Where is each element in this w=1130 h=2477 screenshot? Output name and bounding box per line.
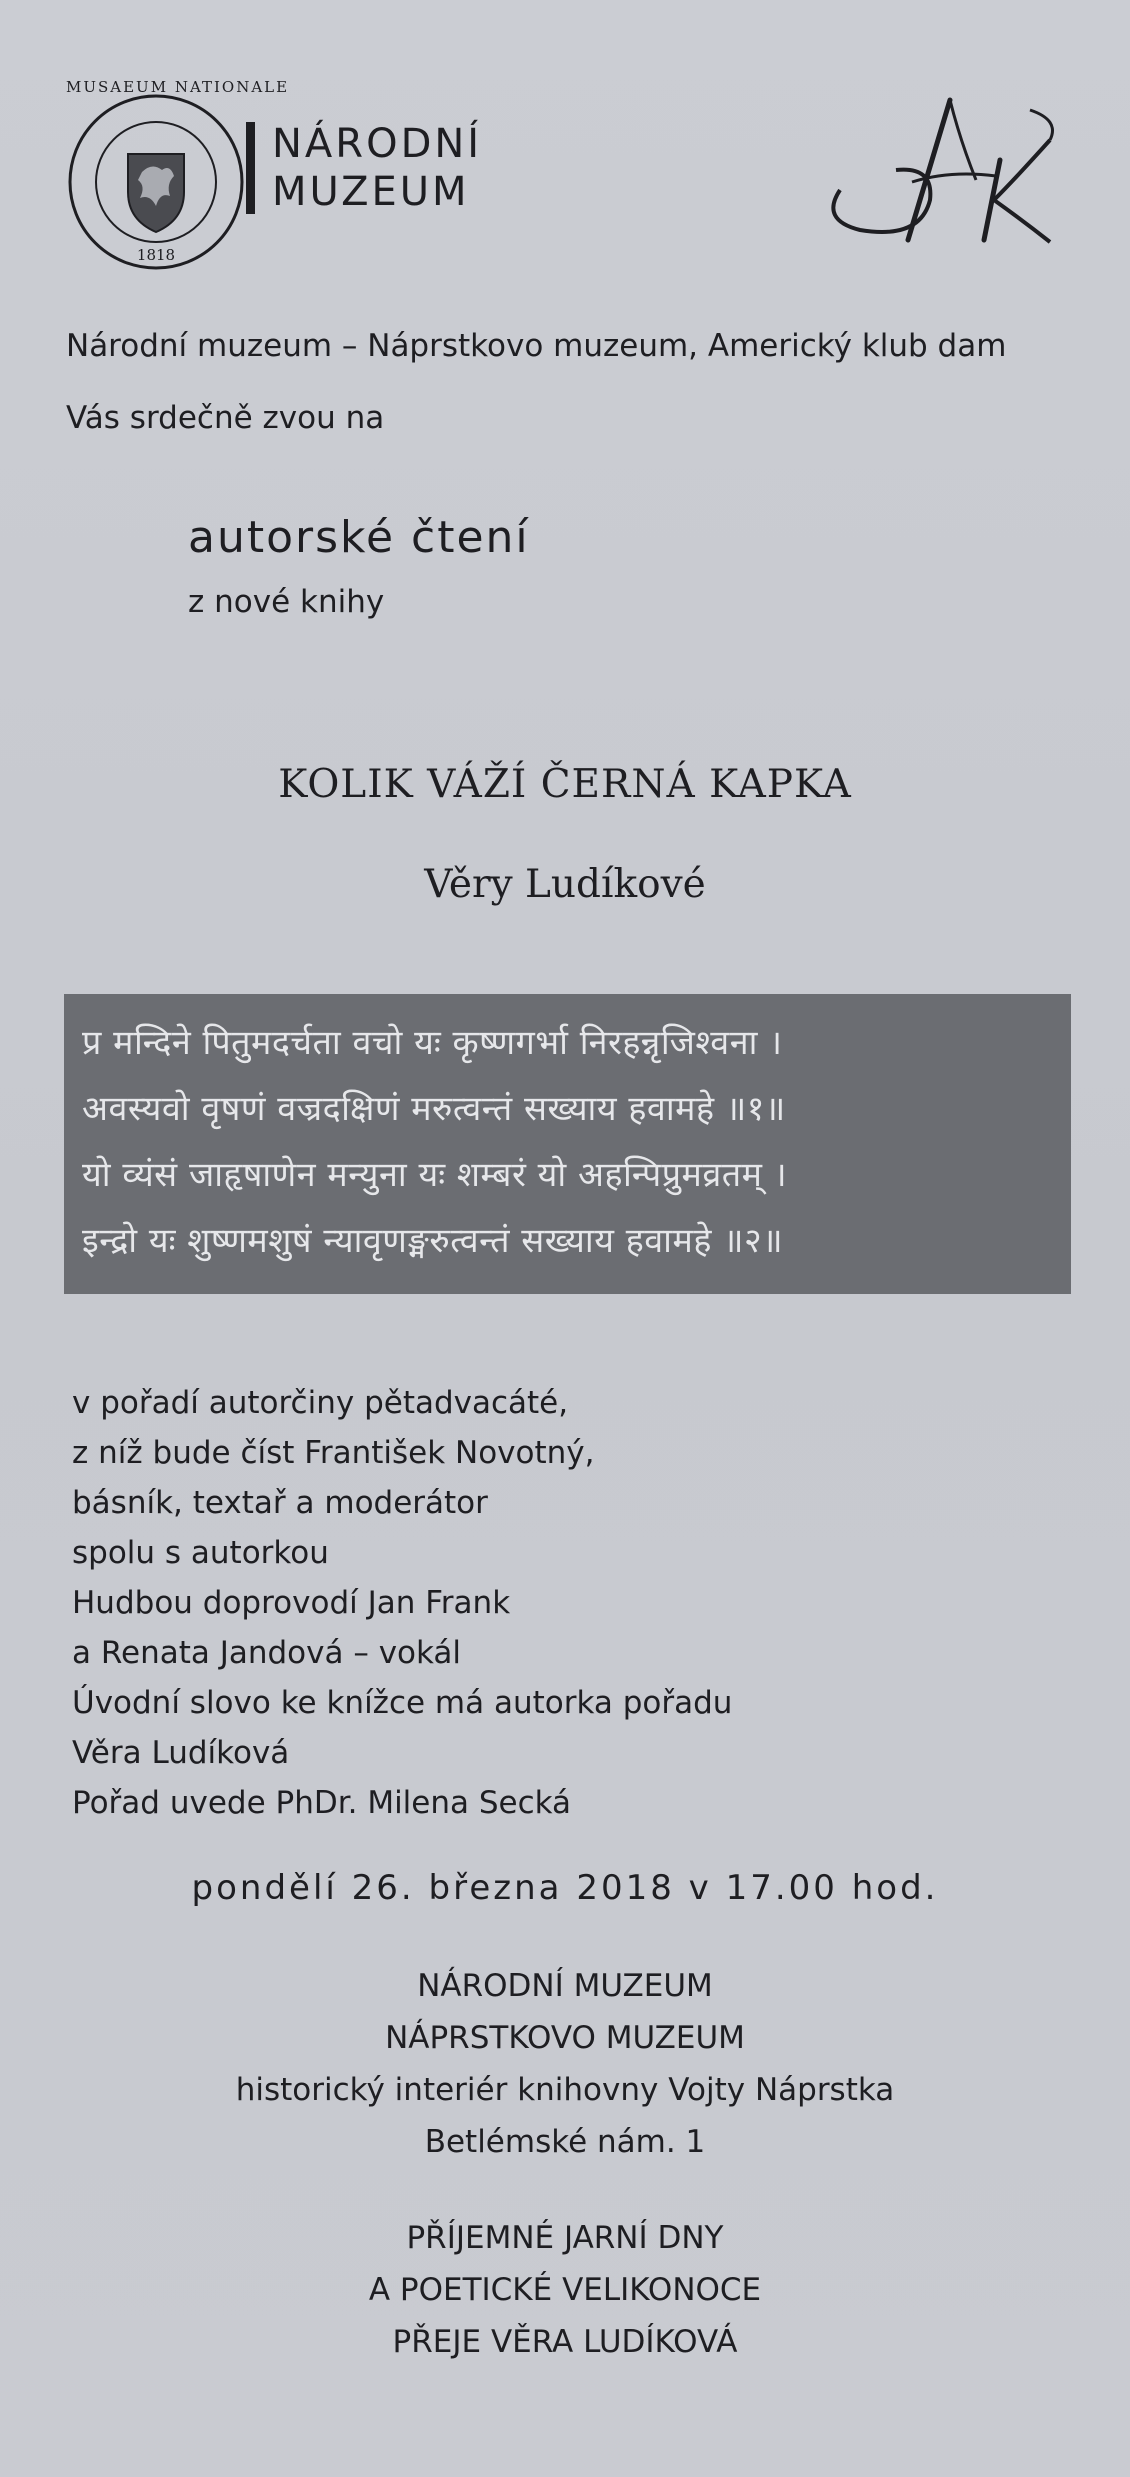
program-line: básník, textař a moderátor (72, 1485, 488, 1521)
ak-monogram-logo (800, 70, 1070, 270)
museum-name (272, 120, 482, 216)
event-subtype: z nové knihy (188, 584, 385, 620)
museum-seal-logo (66, 78, 290, 272)
seal-year: 1818 (136, 246, 176, 264)
museum-logo-bar (246, 122, 255, 214)
book-author: Věry Ludíkové (424, 862, 706, 907)
event-date: pondělí 26. března 2018 v 17.00 hod. (191, 1868, 939, 1908)
venue-line: NÁPRSTKOVO MUZEUM (385, 2020, 745, 2056)
organizers-line: Národní muzeum – Náprstkovo muzeum, Americký klub dam (66, 328, 1007, 364)
event-type: autorské čtení (188, 512, 530, 563)
wishes-line: PŘEJE VĚRA LUDÍKOVÁ (392, 2324, 738, 2360)
seal-text: MUSAEUM NATIONALE (66, 78, 290, 96)
venue-line: Betlémské nám. 1 (424, 2124, 706, 2160)
closing-wishes (0, 2212, 1130, 2368)
program-line: spolu s autorkou (72, 1535, 329, 1571)
wishes-line: PŘÍJEMNÉ JARNÍ DNY (406, 2220, 724, 2256)
venue-line: historický interiér knihovny Vojty Náprstka (235, 2072, 895, 2108)
sanskrit-line-2: अवस्यवो वृषणं वज्रदक्षिणं मरुत्वन्तं सख्याय हवामहे ॥१॥ (82, 1089, 786, 1129)
program-line: a Renata Jandová – vokál (72, 1635, 462, 1671)
sanskrit-line-4: इन्द्रो यः शुष्णमशुषं न्यावृणङ्मरुत्वन्तं सख्याय हवामहे ॥२॥ (82, 1221, 784, 1261)
sanskrit-quote-block (64, 994, 1071, 1294)
program-line: v pořadí autorčiny pětadvacáté, (72, 1385, 569, 1421)
invitation-line: Vás srdečně zvou na (66, 400, 385, 436)
venue-address (0, 1960, 1130, 2168)
program-line: Věra Ludíková (72, 1735, 290, 1771)
program-line: Pořad uvede PhDr. Milena Secká (72, 1785, 572, 1821)
program-line: Úvodní slovo ke knížce má autorka pořadu (72, 1685, 733, 1721)
museum-name-line2: MUZEUM (272, 169, 470, 215)
book-title: KOLIK VÁŽÍ ČERNÁ KAPKA (278, 762, 852, 807)
sanskrit-line-1: प्र मन्दिने पितुमदर्चता वचो यः कृष्णगर्भा निरहन्नृजिश्वना । (82, 1023, 783, 1063)
wishes-line: A POETICKÉ VELIKONOCE (368, 2272, 762, 2308)
venue-line: NÁRODNÍ MUZEUM (417, 1968, 713, 2004)
program-description (72, 1378, 732, 1828)
museum-name-line1: NÁRODNÍ (272, 121, 483, 167)
program-line: Hudbou doprovodí Jan Frank (72, 1585, 511, 1621)
sanskrit-line-3: यो व्यंसं जाहृषाणेन मन्युना यः शम्बरं यो अहन्पिप्रुमव्रतम् । (82, 1155, 788, 1195)
program-line: z níž bude číst František Novotný, (72, 1435, 595, 1471)
